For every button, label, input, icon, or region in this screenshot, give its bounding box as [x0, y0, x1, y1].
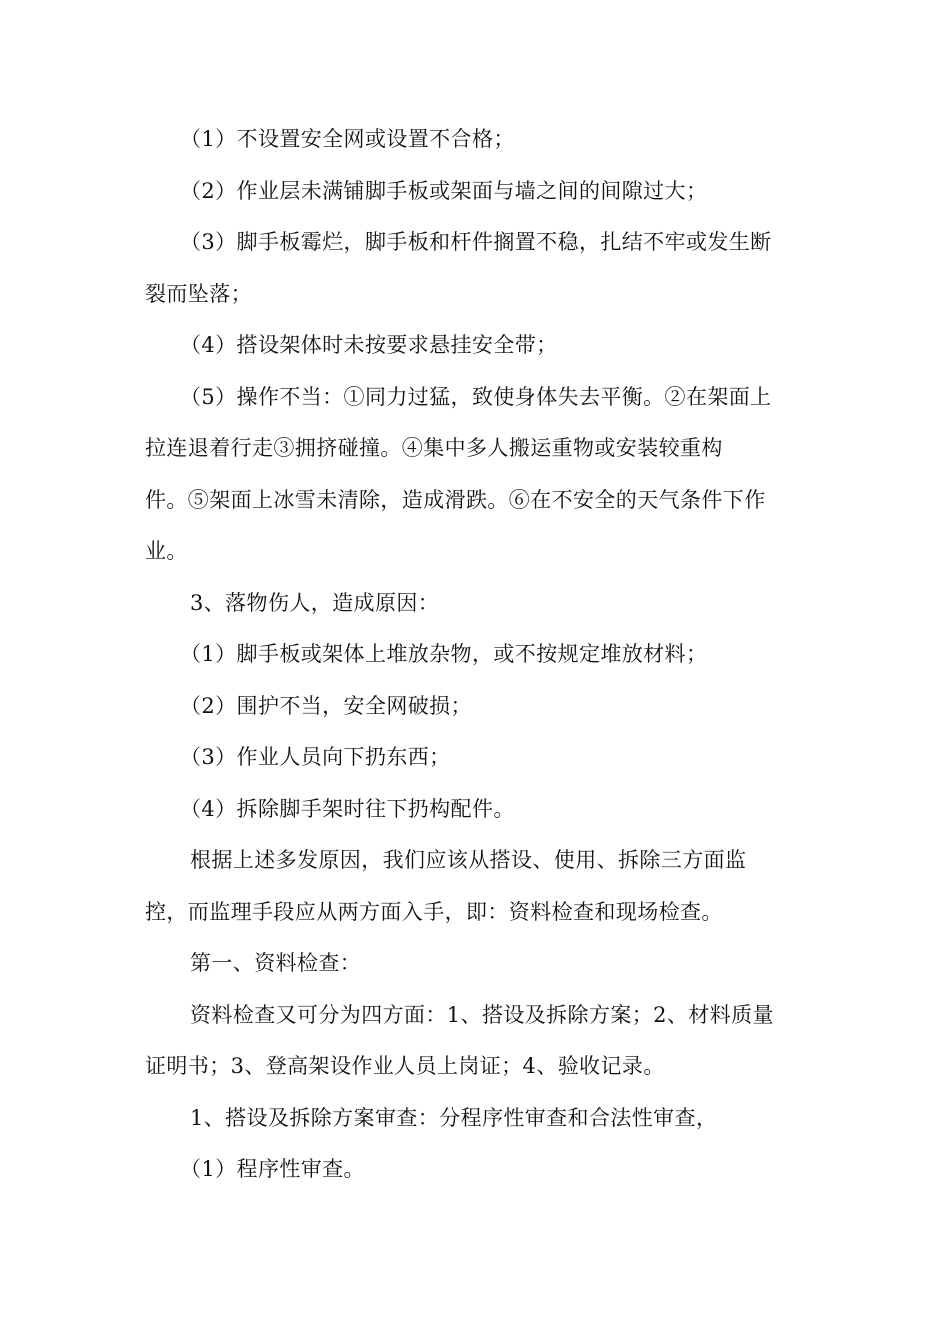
paragraph-line: （1）不设置安全网或设置不合格；	[180, 127, 515, 151]
paragraph-line: （1）脚手板或架体上堆放杂物，或不按规定堆放材料；	[180, 642, 708, 666]
paragraph-line: 控，而监理手段应从两方面入手，即：资料检查和现场检查。	[145, 900, 723, 924]
paragraph-line: （1）程序性审查。	[180, 1157, 365, 1181]
paragraph-line: （2）围护不当，安全网破损；	[180, 694, 472, 718]
paragraph-line: 件。⑤架面上冰雪未清除，造成滑跌。⑥在不安全的天气条件下作	[145, 488, 766, 512]
section-heading: 第一、资料检查：	[190, 951, 362, 975]
paragraph-line: 1、搭设及拆除方案审查：分程序性审查和合法性审查，	[190, 1106, 718, 1130]
paragraph-line: 证明书；3、登高架设作业人员上岗证；4、验收记录。	[145, 1054, 665, 1078]
paragraph-line: （4）搭设架体时未按要求悬挂安全带；	[180, 333, 558, 357]
paragraph-line: 拉连退着行走③拥挤碰撞。④集中多人搬运重物或安装较重构	[145, 436, 723, 460]
paragraph-line: （3）脚手板霉烂，脚手板和杆件搁置不稳，扎结不牢或发生断	[180, 230, 772, 254]
paragraph-line: （2）作业层未满铺脚手板或架面与墙之间的间隙过大；	[180, 179, 708, 203]
paragraph-line: （3）作业人员向下扔东西；	[180, 745, 451, 769]
section-heading: 3、落物伤人，造成原因：	[190, 591, 440, 615]
paragraph-line: 裂而坠落；	[145, 282, 252, 306]
paragraph-line: 资料检查又可分为四方面：1、搭设及拆除方案；2、材料质量	[190, 1003, 774, 1027]
paragraph-line: （5）操作不当：①同力过猛，致使身体失去平衡。②在架面上	[180, 385, 772, 409]
paragraph-line: （4）拆除脚手架时往下扔构配件。	[180, 797, 515, 821]
paragraph-line: 业。	[145, 539, 188, 563]
paragraph-line: 根据上述多发原因，我们应该从搭设、使用、拆除三方面监	[190, 848, 747, 872]
